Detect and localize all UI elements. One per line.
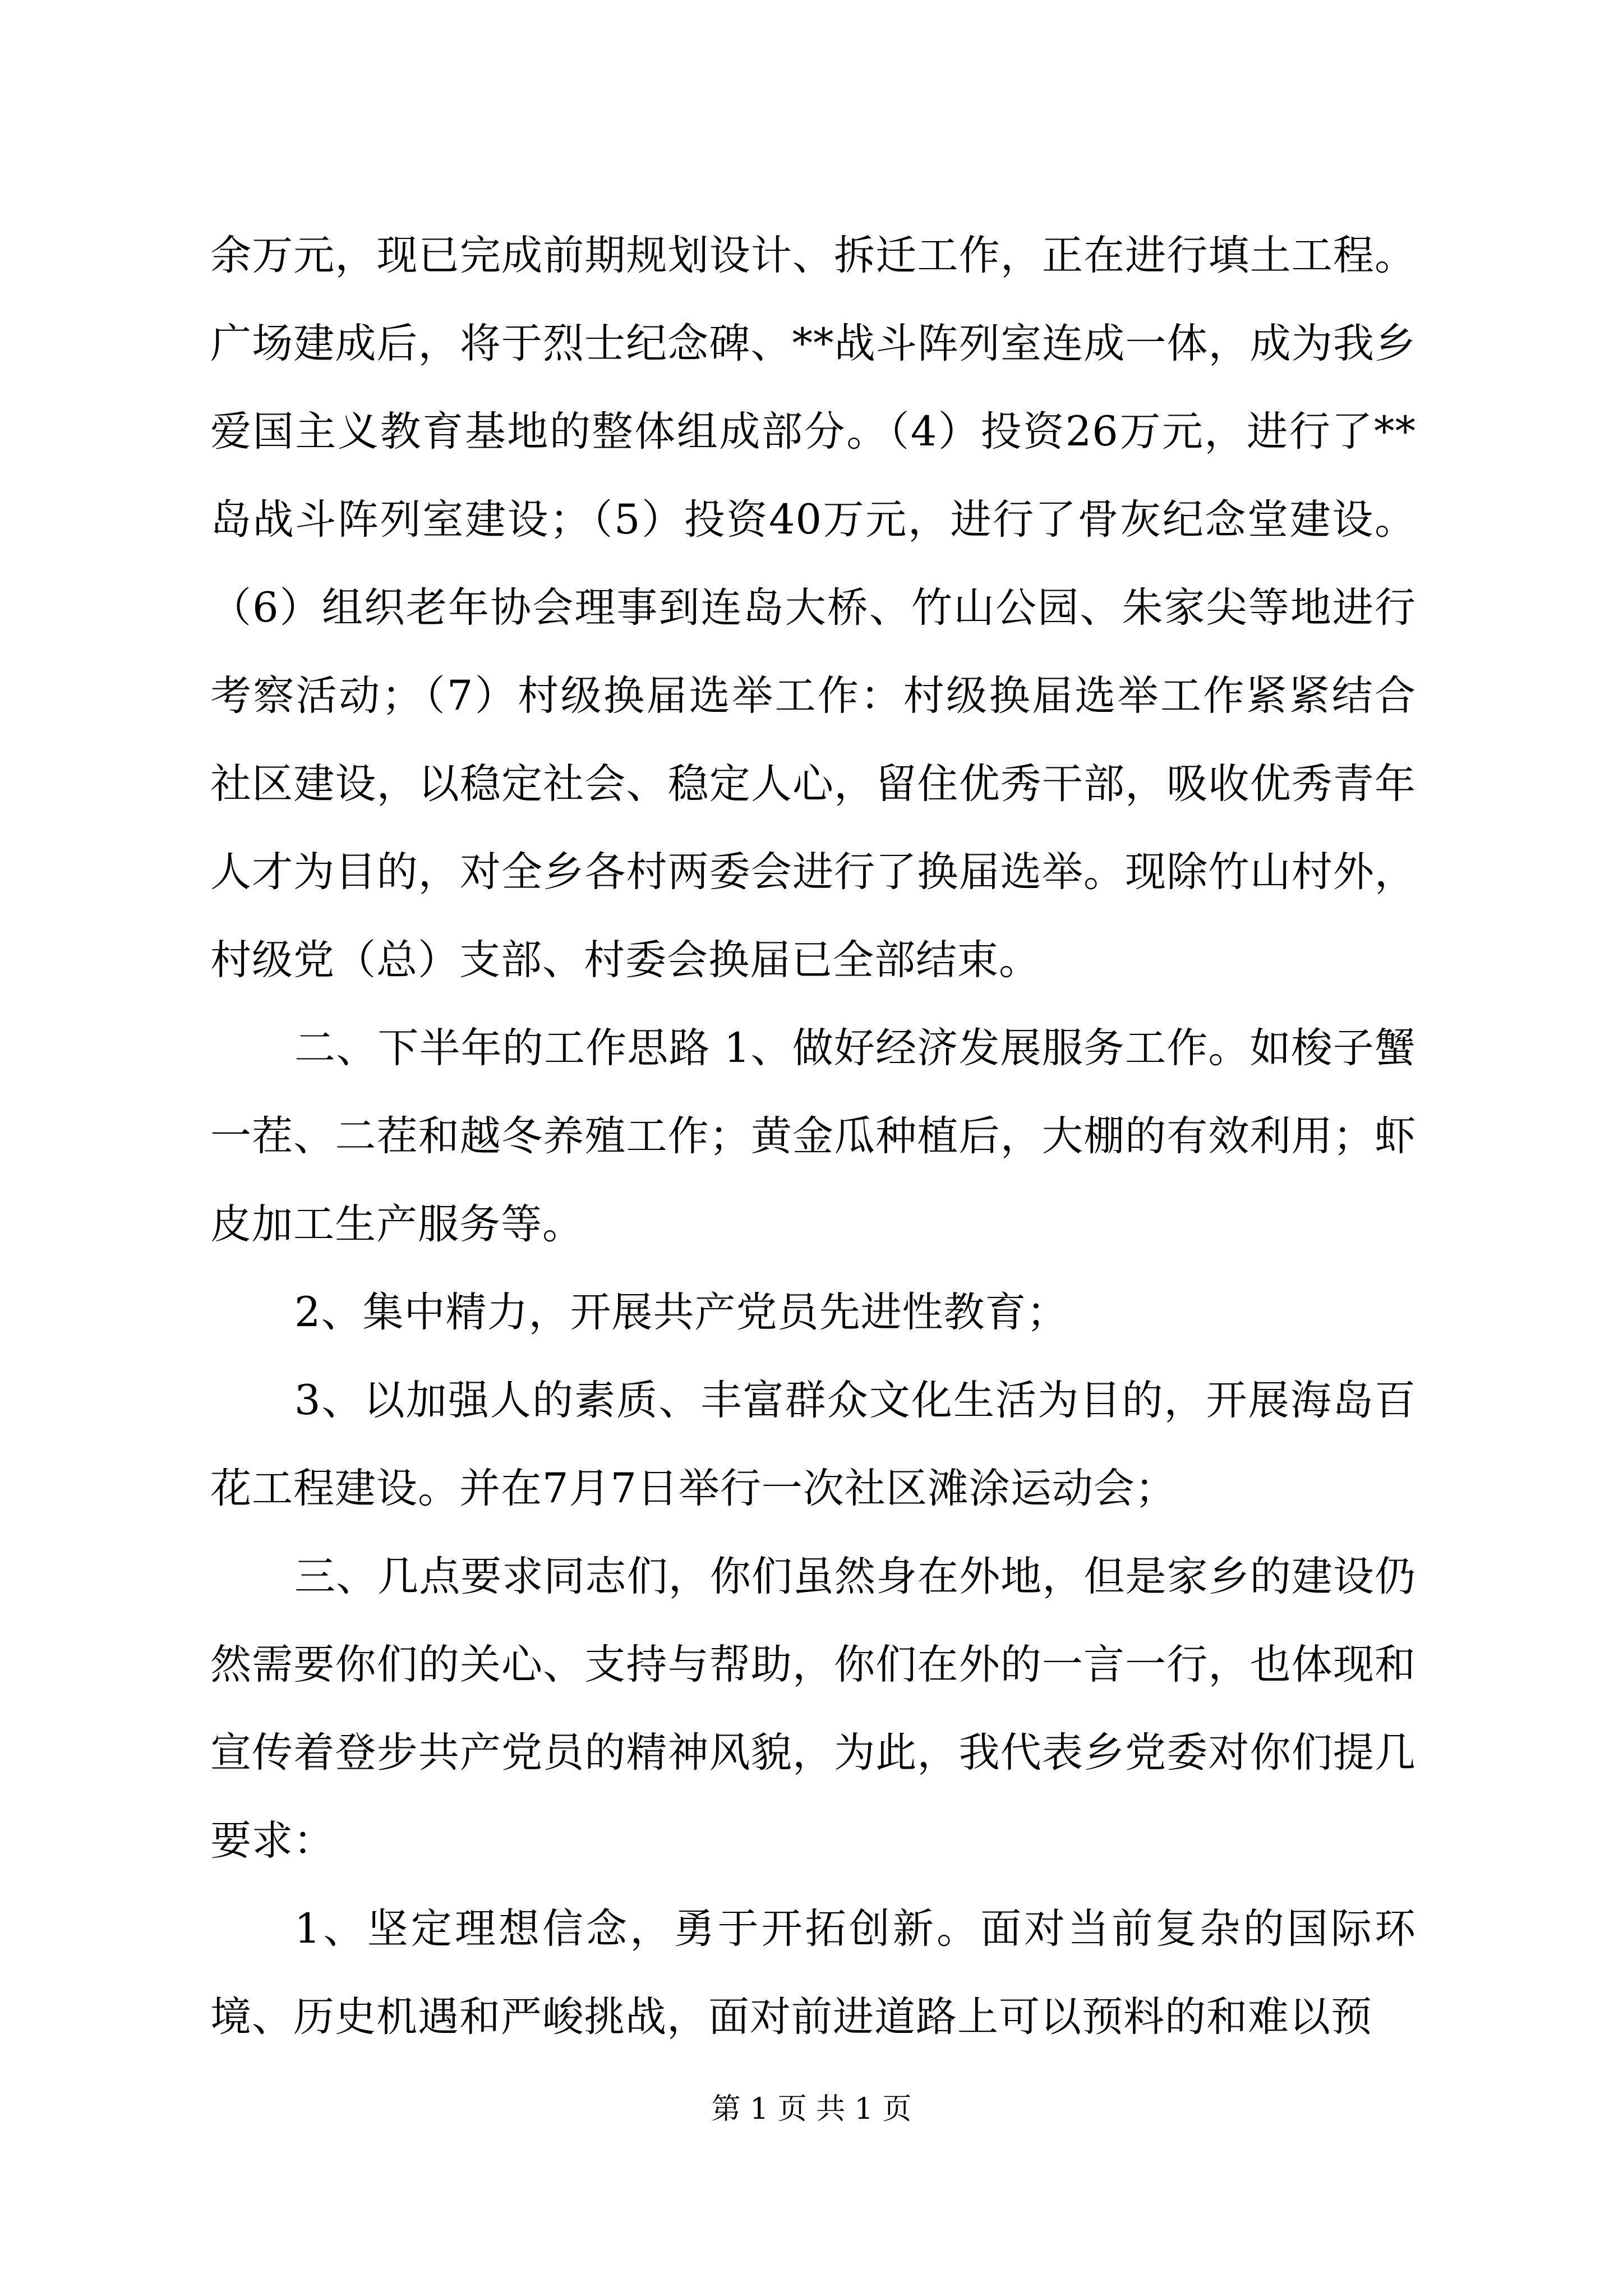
paragraph-2: 二、下半年的工作思路 1、做好经济发展服务工作。如梭子蟹一茬、二茬和越冬养殖工作；黄金瓜种植后，大棚的有效利用；虾皮加工生产服务等。 <box>210 1024 1416 1248</box>
page-footer: 第 1 页 共 1 页 <box>711 2092 912 2126</box>
paragraph-1: 余万元，现已完成前期规划设计、拆迁工作，正在进行填土工程。广场建成后，将于烈士纪念碑、**战斗阵列室连成一体，成为我乡爱国主义教育基地的整体组成部分。（4）投资26万元，进行了**岛战斗阵列室建设；（5）投资40万元，进行了骨灰纪念堂建设。（6）组织老年协会理事到连岛大桥、竹山公园、朱家尖等地进行考察活动；（7）村级换届选举工作：村级换届选举工作紧紧结合社区建设，以稳定社会、稳定人心，留住优秀干部，吸收优秀青年人才为目的，对全乡各村两委会进行了换届选举。现除竹山村外，村级党（总）支部、村委会换届已全部结束。 <box>210 232 1416 984</box>
document-body <box>210 211 1416 2061</box>
paragraph-6: 1、坚定理想信念，勇于开拓创新。面对当前复杂的国际环境、历史机遇和严峻挑战，面对前进道路上可以预料的和难以预 <box>210 1905 1416 2041</box>
paragraph-3: 2、集中精力，开展共产党员先进性教育； <box>294 1289 1068 1336</box>
paragraph-4: 3、以加强人的素质、丰富群众文化生活为目的，开展海岛百花工程建设。并在7月7日举行一次社区滩涂运动会； <box>210 1377 1416 1512</box>
paragraph-5: 三、几点要求同志们，你们虽然身在外地，但是家乡的建设仍然需要你们的关心、支持与帮助，你们在外的一言一行，也体现和宣传着登步共产党员的精神风貌，为此，我代表乡党委对你们提几要求： <box>210 1553 1416 1865</box>
